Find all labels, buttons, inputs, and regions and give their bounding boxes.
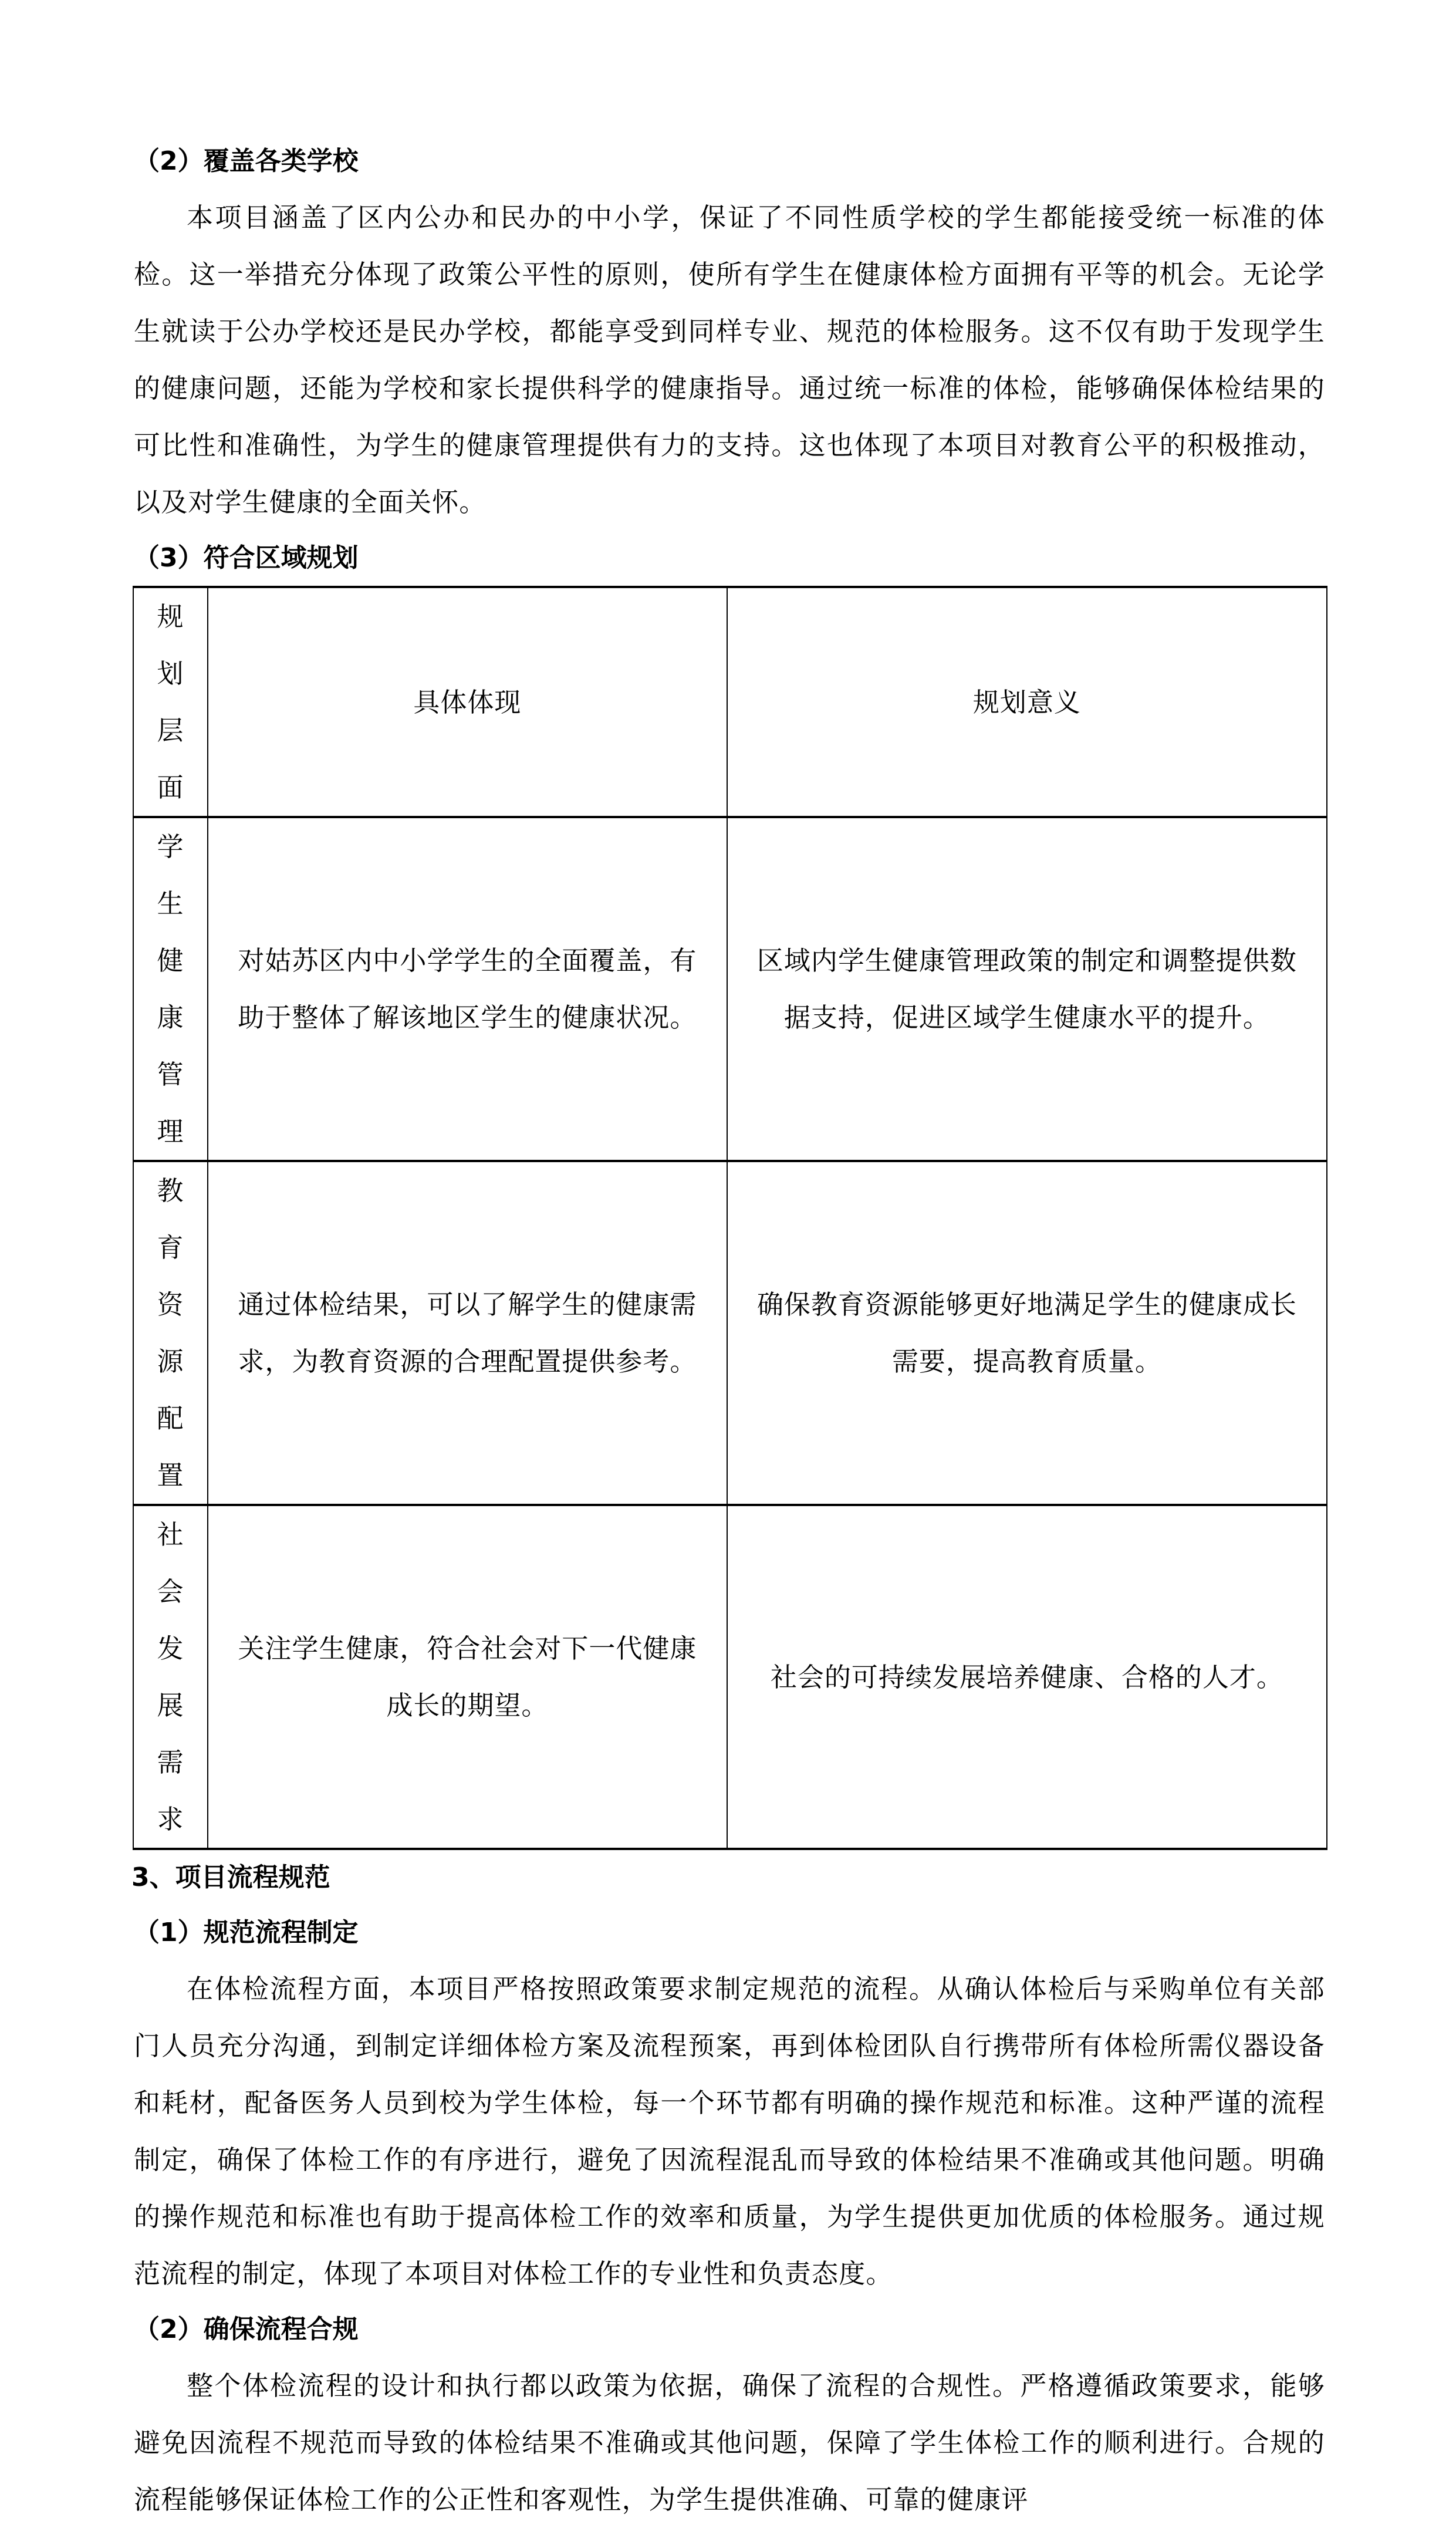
- header-cell: 规划意义: [727, 587, 1327, 817]
- table-cell: 对姑苏区内中小学学生的全面覆盖，有助于整体了解该地区学生的健康状况。: [208, 817, 727, 1161]
- table-row: [133, 1505, 1327, 1849]
- table-cell: 确保教育资源能够更好地满足学生的健康成长需要，提高教育质量。: [727, 1161, 1327, 1505]
- table-cell: 社会的可持续发展培养健康、合格的人才。: [727, 1505, 1327, 1849]
- heading-process-compliance: （2）确保流程合规: [134, 2314, 359, 2344]
- heading-process-formulation: （1）规范流程制定: [134, 1918, 359, 1948]
- header-cell: 规划层面: [133, 587, 208, 817]
- paragraph-process-compliance: 整个体检流程的设计和执行都以政策为依据，确保了流程的合规性。严格遵循政策要求，能够避免因流程不规范而导致的体检结果不准确或其他问题，保障了学生体检工作的顺利进行。合规的流程能够保证体检工作的公正性和客观性，为学生提供准确、可靠的健康评: [134, 2370, 1325, 2515]
- regional-planning-table: [133, 586, 1327, 1850]
- table-cell: 学生健康管理: [133, 817, 208, 1161]
- header-cell: 具体体现: [208, 587, 727, 817]
- table-header-row: [133, 587, 1327, 817]
- table-row: [133, 1161, 1327, 1505]
- heading-regional-planning: （3）符合区域规划: [134, 543, 359, 573]
- document-page: [131, 134, 1325, 2528]
- paragraph-cover-schools: 本项目涵盖了区内公办和民办的中小学，保证了不同性质学校的学生都能接受统一标准的体检。这一举措充分体现了政策公平性的原则，使所有学生在健康体检方面拥有平等的机会。无论学生就读于公办学校还是民办学校，都能享受到同样专业、规范的体检服务。这不仅有助于发现学生的健康问题，还能为学校和家长提供科学的健康指导。通过统一标准的体检，能够确保体检结果的可比性和准确性，为学生的健康管理提供有力的支持。这也体现了本项目对教育公平的积极推动，以及对学生健康的全面关怀。: [134, 202, 1325, 518]
- heading-cover-schools: （2）覆盖各类学校: [134, 146, 359, 176]
- table-cell: 教育资源配置: [133, 1161, 208, 1505]
- table-cell: 通过体检结果，可以了解学生的健康需求，为教育资源的合理配置提供参考。: [208, 1161, 727, 1505]
- heading-process: 3、项目流程规范: [131, 1862, 330, 1892]
- table-cell: 社会发展需求: [133, 1505, 208, 1849]
- table-cell: 区域内学生健康管理政策的制定和调整提供数据支持，促进区域学生健康水平的提升。: [727, 817, 1327, 1161]
- table-row: [133, 817, 1327, 1161]
- paragraph-process-formulation: 在体检流程方面，本项目严格按照政策要求制定规范的流程。从确认体检后与采购单位有关部门人员充分沟通，到制定详细体检方案及流程预案，再到体检团队自行携带所有体检所需仪器设备和耗材，配备医务人员到校为学生体检，每一个环节都有明确的操作规范和标准。这种严谨的流程制定，确保了体检工作的有序进行，避免了因流程混乱而导致的体检结果不准确或其他问题。明确的操作规范和标准也有助于提高体检工作的效率和质量，为学生提供更加优质的体检服务。通过规范流程的制定，体现了本项目对体检工作的专业性和负责态度。: [134, 1973, 1325, 2289]
- table-cell: 关注学生健康，符合社会对下一代健康成长的期望。: [208, 1505, 727, 1849]
